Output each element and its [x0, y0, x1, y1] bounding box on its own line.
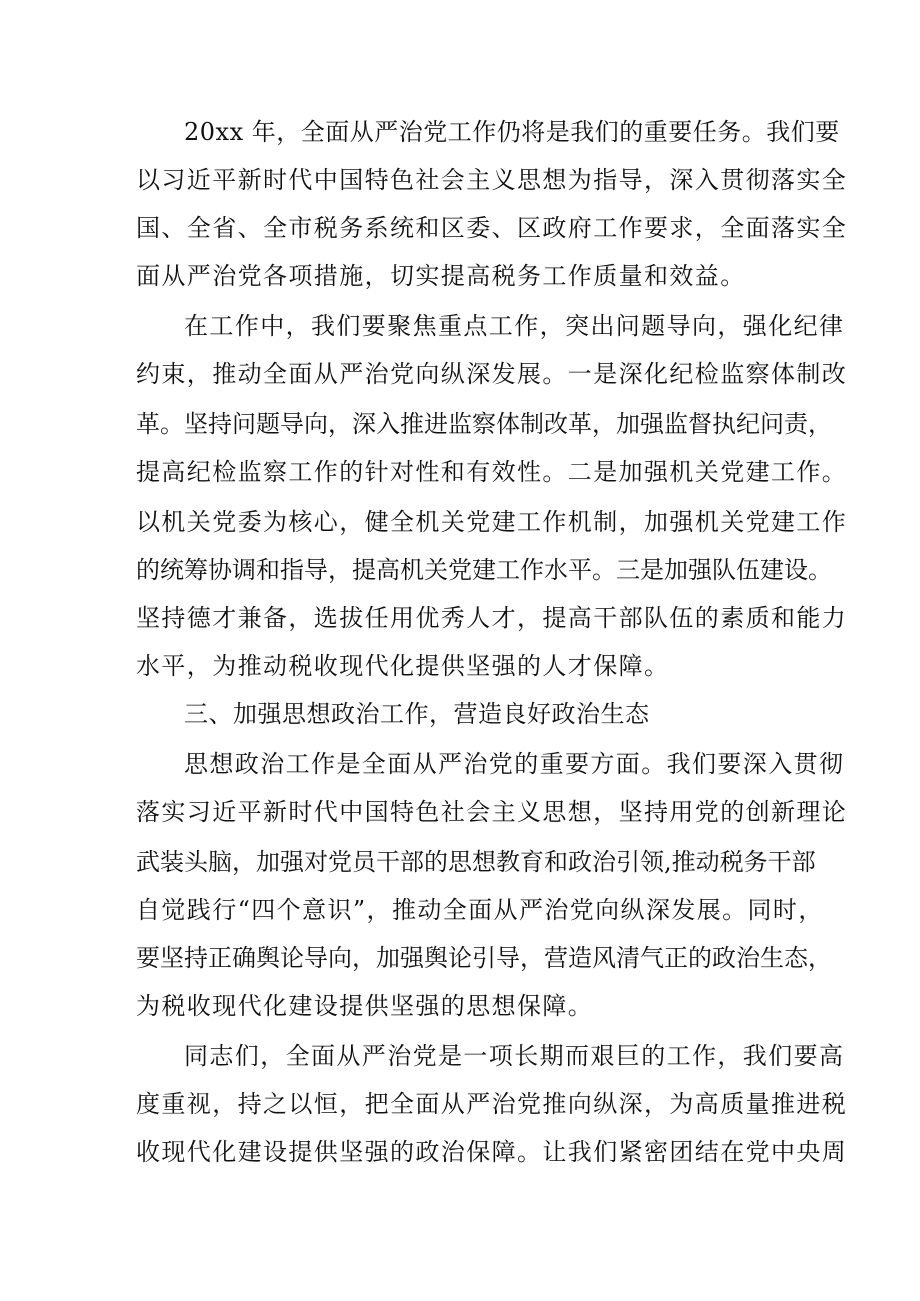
paragraph-4-line-1: 同志们，全面从严治党是一项长期而艰巨的工作，我们要高 [184, 1042, 845, 1070]
paragraph-2-line-1: 在工作中，我们要聚焦重点工作，突出问题导向，强化纪律 [184, 312, 845, 340]
paragraph-1-line-4: 面从严治党各项措施，切实提高税务工作质量和效益。 [136, 262, 746, 290]
paragraph-1-line-1: 20xx 年，全面从严治党工作仍将是我们的重要任务。我们要 [184, 118, 840, 146]
paragraph-3-line-6: 为税收现代化建设提供坚强的思想保障。 [136, 992, 594, 1020]
paragraph-3-line-1: 思想政治工作是全面从严治党的重要方面。我们要深入贯彻 [184, 750, 845, 778]
paragraph-1-line-3: 国、全省、全市税务系统和区委、区政府工作要求，全面落实全 [136, 214, 848, 242]
paragraph-3-line-2: 落实习近平新时代中国特色社会主义思想，坚持用党的创新理论 [136, 798, 848, 826]
section-heading: 三、加强思想政治工作，营造良好政治生态 [184, 700, 650, 728]
paragraph-1-line-2: 以习近平新时代中国特色社会主义思想为指导，深入贯彻落实全 [136, 166, 848, 194]
paragraph-2-line-3: 革。坚持问题导向，深入推进监察体制改革，加强监督执纪问责， [136, 410, 832, 438]
paragraph-2-line-5: 以机关党委为核心，健全机关党建工作机制，加强机关党建工作 [136, 508, 848, 536]
paragraph-2-line-2: 约束，推动全面从严治党向纵深发展。一是深化纪检监察体制改 [136, 360, 848, 388]
paragraph-4-line-3: 收现代化建设提供坚强的政治保障。让我们紧密团结在党中央周 [136, 1138, 848, 1166]
paragraph-4-line-2: 度重视，持之以恒，把全面从严治党推向纵深，为高质量推进税 [136, 1090, 848, 1118]
paragraph-3-line-3: 武装头脑，加强对党员干部的思想教育和政治引领,推动税务干部 [136, 848, 816, 876]
paragraph-2-line-4: 提高纪检监察工作的针对性和有效性。二是加强机关党建工作。 [136, 458, 848, 486]
paragraph-2-line-6: 的统筹协调和指导，提高机关党建工作水平。三是加强队伍建设。 [136, 556, 832, 584]
paragraph-2-line-7: 坚持德才兼备，选拔任用优秀人才，提高干部队伍的素质和能力 [136, 604, 848, 632]
paragraph-2-line-8: 水平，为推动税收现代化提供坚强的人才保障。 [136, 652, 670, 680]
paragraph-3-line-4: 自觉践行“四个意识”，推动全面从严治党向纵深发展。同时， [136, 896, 824, 924]
paragraph-3-line-5: 要坚持正确舆论导向，加强舆论引导，营造风清气正的政治生态， [136, 944, 832, 972]
